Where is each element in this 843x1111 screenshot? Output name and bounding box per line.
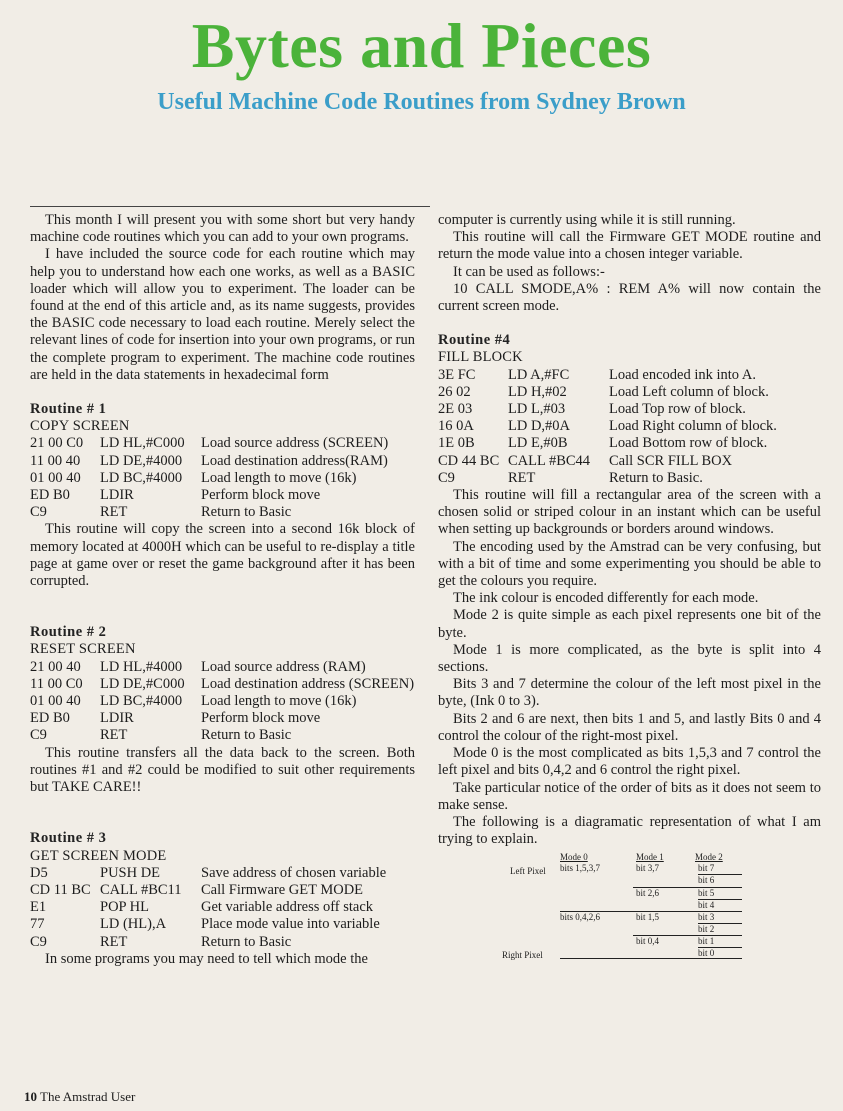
code-line — [438, 470, 821, 487]
body-paragraph: Mode 0 is the most complicated as bits 1,5,3 and 7 control the left pixel and bits 0,4,2 and 6 control the right pixel. — [438, 745, 821, 779]
code-comment: Perform block move — [201, 487, 321, 504]
code-comment: Load Right column of block. — [609, 418, 777, 435]
code-line — [30, 487, 415, 504]
code-line — [30, 453, 415, 470]
diagram-mode2-cell: bit 4 — [698, 900, 715, 911]
routine-4-listing — [438, 367, 821, 487]
code-hex: 11 00 40 — [30, 452, 81, 469]
intro-paragraph: This month I will present you with some short but very handy machine code routines which you can add to your own programs. — [30, 212, 415, 246]
diagram-mode1-cell: bit 3,7 — [636, 863, 660, 874]
code-asm: LD D,#0A — [508, 418, 571, 435]
diagram-mode1-cell: bit 2,6 — [636, 888, 660, 899]
article-subtitle: Useful Machine Code Routines from Sydney Brown — [157, 89, 686, 115]
code-hex: D5 — [30, 864, 48, 881]
code-asm: LD H,#02 — [508, 383, 567, 400]
body-paragraph: This routine will call the Firmware GET MODE routine and return the mode value into a chosen integer variable. — [438, 229, 821, 263]
diagram-mode0-header: Mode 0 — [560, 852, 588, 863]
body-paragraph: Take particular notice of the order of bits as it does not seem to make sense. — [438, 779, 821, 813]
code-asm: RET — [508, 469, 536, 486]
diagram-mode0-left: bits 1,5,3,7 — [560, 863, 601, 874]
code-asm: LD HL,#4000 — [100, 658, 183, 675]
intro-paragraph: I have included the source code for each routine which may help you to understand how each one works, as well as a BASIC loader which will allow you to experiment. The loader can be found at the end of this article and, as its name suggests, provides the BASIC code necessary to load each routine. Merely select the relevant lines of code for insertion into your own programs, or run the complete program to experiment. The machine code routines are held in the data statements in hexadecimal form — [30, 246, 415, 383]
code-asm: RET — [100, 933, 128, 950]
body-paragraph: 10 CALL SMODE,A% : REM A% will now contain the current screen mode. — [438, 280, 821, 315]
left-column — [30, 212, 415, 968]
body-paragraph: Mode 2 is quite simple as each pixel represents one bit of the byte. — [438, 607, 821, 641]
code-hex: CD 11 BC — [30, 881, 91, 898]
code-asm: LD DE,#4000 — [100, 452, 183, 469]
code-line — [438, 435, 821, 452]
code-hex: 3E FC — [438, 366, 476, 383]
code-hex: 21 00 40 — [30, 658, 81, 675]
diagram-mode2-cell: bit 3 — [698, 912, 715, 923]
code-asm: LDIR — [100, 710, 134, 727]
code-asm: LD DE,#C000 — [100, 675, 185, 692]
diagram-mode2-cell: bit 5 — [698, 888, 715, 899]
code-line — [30, 710, 415, 727]
body-paragraph: The encoding used by the Amstrad can be very confusing, but with a bit of time and some experimenting you should be able to get the colours you require. — [438, 538, 821, 590]
code-line — [30, 865, 415, 882]
code-comment: Return to Basic — [201, 933, 292, 950]
code-line — [30, 916, 415, 933]
routine-2-name: RESET SCREEN — [30, 641, 136, 658]
page-footer — [24, 1089, 135, 1105]
code-hex: 11 00 C0 — [30, 675, 83, 692]
code-line — [30, 934, 415, 951]
code-hex: C9 — [30, 727, 47, 744]
routine-1-listing — [30, 435, 415, 521]
diagram-mode2-cell: bit 2 — [698, 924, 715, 935]
code-comment: Load source address (RAM) — [201, 658, 366, 675]
code-comment: Load destination address (SCREEN) — [201, 675, 415, 692]
routine-4-heading: Routine #4 — [438, 332, 511, 349]
code-asm: LD A,#FC — [508, 366, 570, 383]
diagram-left-pixel-label: Left Pixel — [510, 866, 546, 877]
code-asm: LD (HL),A — [100, 916, 167, 933]
code-asm: CALL #BC44 — [508, 452, 591, 469]
article-header — [0, 0, 843, 210]
routine-2-listing — [30, 659, 415, 745]
routine-3-description: In some programs you may need to tell which mode the — [45, 950, 368, 967]
routine-4-name: FILL BLOCK — [438, 349, 523, 366]
code-comment: Load Top row of block. — [609, 401, 746, 418]
code-asm: LD BC,#4000 — [100, 469, 183, 486]
diagram-mode2-cell: bit 0 — [698, 948, 715, 959]
code-hex: 77 — [30, 916, 45, 933]
code-line — [438, 401, 821, 418]
body-paragraph: Bits 2 and 6 are next, then bits 1 and 5, and lastly Bits 0 and 4 control the colour of the right-most pixel. — [438, 710, 821, 744]
header-rule — [30, 206, 430, 207]
body-paragraph: The following is a diagramatic representation of what I am trying to explain. — [438, 813, 821, 848]
code-line — [438, 384, 821, 401]
diagram-right-pixel-label: Right Pixel — [502, 950, 543, 961]
routine-3-heading: Routine # 3 — [30, 830, 107, 847]
code-asm: RET — [100, 504, 128, 521]
code-comment: Load encoded ink into A. — [609, 366, 756, 383]
continued-text: computer is currently using while it is still running. — [438, 212, 736, 228]
code-asm: LD HL,#C000 — [100, 435, 185, 452]
bit-order-diagram — [438, 850, 821, 968]
code-hex: C9 — [30, 933, 47, 950]
code-line — [30, 659, 415, 676]
code-hex: C9 — [438, 469, 455, 486]
code-comment: Load Bottom row of block. — [609, 435, 768, 452]
code-hex: 01 00 40 — [30, 469, 81, 486]
code-line — [438, 453, 821, 470]
code-comment: Return to Basic. — [609, 469, 703, 486]
code-asm: LD L,#03 — [508, 401, 566, 418]
code-asm: LDIR — [100, 487, 134, 504]
article-title: Bytes and Pieces — [191, 10, 652, 81]
code-asm: PUSH DE — [100, 864, 161, 881]
routine-1-description: This routine will copy the screen into a second 16k block of memory located at 4000H which can be useful to re-display a title page at game over or reset the game background after it has been corrupted. — [30, 521, 415, 590]
magazine-name: The Amstrad User — [40, 1089, 136, 1104]
right-column — [438, 212, 821, 968]
code-comment: Call Firmware GET MODE — [201, 881, 364, 898]
routine-2-heading: Routine # 2 — [30, 624, 107, 641]
code-comment: Load length to move (16k) — [201, 469, 357, 486]
code-asm: LD E,#0B — [508, 435, 568, 452]
code-asm: POP HL — [100, 899, 150, 916]
code-hex: 01 00 40 — [30, 693, 81, 710]
code-comment: Return to Basic — [201, 504, 292, 521]
diagram-mode1-cell: bit 0,4 — [636, 936, 660, 947]
body-paragraph: Bits 3 and 7 determine the colour of the left most pixel in the byte, (Ink 0 to 3). — [438, 676, 821, 710]
diagram-mode2-cell: bit 1 — [698, 936, 715, 947]
code-comment: Load length to move (16k) — [201, 693, 357, 710]
code-hex: 2E 03 — [438, 401, 473, 418]
routine-1-name: COPY SCREEN — [30, 418, 130, 435]
diagram-mode2-header: Mode 2 — [695, 852, 723, 863]
routine-3-listing — [30, 865, 415, 951]
routine-3-name: GET SCREEN MODE — [30, 847, 167, 864]
code-hex: E1 — [30, 899, 47, 916]
code-comment: Call SCR FILL BOX — [609, 452, 733, 469]
diagram-mode1-header: Mode 1 — [636, 852, 664, 863]
body-paragraph: The ink colour is encoded differently for each mode. — [453, 590, 759, 607]
routine-2-description: This routine transfers all the data back to the screen. Both routines #1 and #2 could be modified to suit other requirements but TAKE CARE!! — [30, 744, 415, 796]
diagram-line — [560, 958, 742, 959]
code-comment: Get variable address off stack — [201, 899, 374, 916]
code-hex: ED B0 — [30, 487, 70, 504]
code-line — [30, 727, 415, 744]
code-line — [30, 435, 415, 452]
code-line — [30, 470, 415, 487]
routine-1-heading: Routine # 1 — [30, 401, 107, 418]
code-comment: Load Left column of block. — [609, 383, 769, 400]
code-hex: CD 44 BC — [438, 452, 500, 469]
code-line — [30, 693, 415, 710]
code-hex: 21 00 C0 — [30, 435, 84, 452]
code-asm: CALL #BC11 — [100, 881, 182, 898]
code-hex: 26 02 — [438, 383, 471, 400]
body-paragraph: This routine will fill a rectangular area of the screen with a chosen solid or striped colour in an instant which can be useful when setting up backgrounds or borders around windows. — [438, 487, 821, 538]
code-comment: Place mode value into variable — [201, 916, 380, 933]
code-asm: RET — [100, 727, 128, 744]
code-comment: Save address of chosen variable — [201, 864, 387, 881]
page-number: 10 — [24, 1089, 37, 1104]
diagram-mode0-right: bits 0,4,2,6 — [560, 912, 601, 923]
code-comment: Perform block move — [201, 710, 321, 727]
body-paragraph: Mode 1 is more complicated, as the byte is split into 4 sections. — [438, 641, 821, 676]
code-comment: Load destination address(RAM) — [201, 452, 388, 469]
code-line — [30, 882, 415, 899]
code-line — [30, 676, 415, 693]
code-line — [438, 418, 821, 435]
code-comment: Load source address (SCREEN) — [201, 435, 389, 452]
code-hex: ED B0 — [30, 710, 70, 727]
code-comment: Return to Basic — [201, 727, 292, 744]
code-line — [30, 504, 415, 521]
code-hex: 1E 0B — [438, 435, 475, 452]
body-paragraph: It can be used as follows:- — [453, 263, 605, 280]
code-hex: C9 — [30, 504, 47, 521]
code-line — [30, 899, 415, 916]
diagram-mode2-cell: bit 6 — [698, 875, 715, 886]
diagram-mode1-cell: bit 1,5 — [636, 912, 660, 923]
code-asm: LD BC,#4000 — [100, 693, 183, 710]
code-line — [438, 367, 821, 384]
diagram-mode2-cell: bit 7 — [698, 863, 715, 874]
code-hex: 16 0A — [438, 418, 474, 435]
